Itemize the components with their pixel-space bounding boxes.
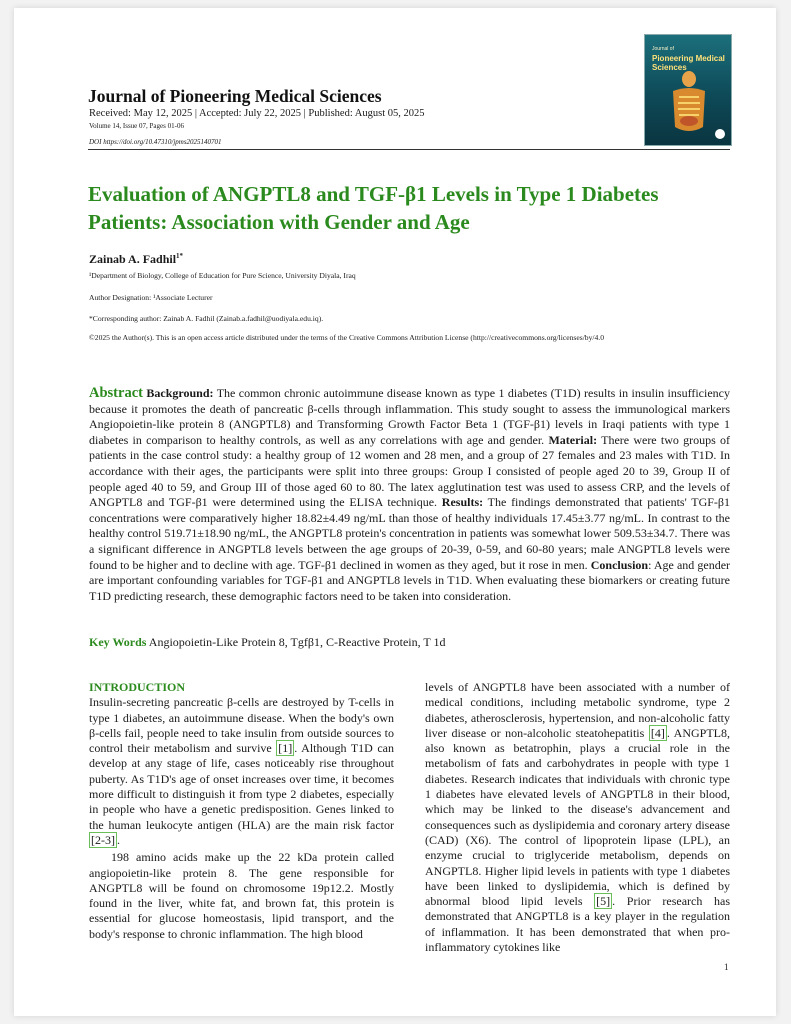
material-label: Material: [548,432,598,447]
author-affiliation: ¹Department of Biology, College of Education for Pure Science, University Diyala, Iraq [89,271,356,280]
results-text: The findings demonstrated that patients' TGF-β1 concentrations were comparatively higher 18.82±4.49 ng/mL than those of healthy individuals 17.45±3.77 ng/mL. In contrast to the healthy control 519.71±18.90 ng/mL, the ANGPTL8 protein's concentration in patients was somewhat lower 509.53±34.7. There was a significant difference in ANGPTL8 levels between the age groups of 20-39, 0-59, and 60-80 years; male ANGPTL8 levels were found to be higher and to decline with age. TGF-β1 declined in women as they aged, but it rose in men. [89,495,731,572]
corresponding-author: *Corresponding author: Zainab A. Fadhil (Zainab.a.fadhil@uodiyala.edu.iq). [89,314,324,323]
paper-page [14,8,776,1016]
page-number: 1 [724,962,729,972]
abstract-heading: Abstract [89,385,143,401]
background-label: Background: [146,386,214,400]
conclusion-label: Conclusion [590,557,649,572]
introduction-heading: INTRODUCTION [89,680,186,694]
journal-title: Journal of Pioneering Medical Sciences [88,86,382,106]
anatomy-figure-icon [659,69,719,139]
license-notice: ©2025 the Author(s). This is an open access article distributed under the terms of the Creative Commons Attribution License (http://creativecommons.org/licenses/by/4.0 [89,333,605,342]
intro-paragraph-1: Insulin-secreting pancreatic β-cells are destroyed by T-cells in type 1 diabetes, an autoimmune disease. When the body's own β-cells fail, people need to take insulin from outside sources to control their metabolism and survive [1] . Although T1D can develop at any stage of life, cases noticeably rise throughout puberty. As T1D's age of onset increases over time, it becomes more difficult to distinguish it from type 2 diabetes, especially in people who have a genetic predisposition. Genes linked to the human leukocyte antigen (HLA) are the main risk factor [2-3] . [89,695,394,847]
cover-title: Journal of Pioneering Medical Sciences [652,46,725,72]
material-text: There were two groups of patients in the case control study: a healthy group of 12 women and 28 men, and a group of 27 females and 23 males with T1D. In accordance with their ages, the participants were split into three groups: Group I consisted of people aged 20 to 39, Group II of people aged 40 to 59, and Group III of those aged 60 to 80. The latex agglutination test was used to assess CRP, and the levels of ANGPTL8 and TGF-β1 were determined using the ELISA technique. [89,432,731,510]
keywords-text: Angiopoietin-Like Protein 8, Tgfβ1, C-Reactive Protein, T 1d [148,635,446,649]
keywords-label: Key Words [89,635,147,649]
intro-paragraph-2: 198 amino acids make up the 22 kDa protein called angiopoietin-like protein 8. The gene responsible for ANGPTL8 will be found on chromosome 19p12.2. Mostly found in the liver, white fat, and brown fat, this protein is essential for glucose homeostasis, lipid transport, and the body's response to chronic inflammation. The high blood [89,850,394,941]
header-divider [88,149,730,150]
citation-link[interactable]: [5] [596,894,611,909]
body-column-left [89,680,394,942]
doi-link[interactable]: DOI https://doi.org/10.47310/jpms2025140701 [89,138,222,146]
abstract [89,386,730,604]
conclusion-text: : Age and gender are important confounding variables for TGF-β1 and ANGPTL8 levels in T1D. When evaluating these biomarkers or creating future T1D predicting research, these demographic factors need to be taken into consideration. [89,557,731,603]
results-label: Results: [441,495,484,510]
intro-paragraph-3: levels of ANGPTL8 have been associated with a number of medical conditions, including metabolic syndrome, type 2 diabetes, atherosclerosis, hypertension, and non-alcoholic fatty liver disease or non-alcoholic steatohepatitis [4] . ANGPTL8, also known as betatrophin, plays a crucial role in the metabolism of fats and carbohydrates in people with type 1 diabetes. Research indicates that individuals with chronic type 1 diabetes have elevated levels of ANGPTL8 in their blood, which may be linked to the disease's advancement and consequences such as dyslipidemia and coronary artery disease (CAD) (X6). The control of lipoprotein lipase (LPL), an enzyme crucial to triglyceride metabolism, depends on ANGPTL8. Higher lipid levels in patients with type 1 diabetes have been linked to dyslipidemia, which is defined by abnormal blood lipid levels [5] . Prior research has demonstrated that ANGPTL8 is a key player in the regulation of inflammation. It has been demonstrated that when pro-inflammatory cytokines like [425,680,731,955]
article-title: Evaluation of ANGPTL8 and TGF-β1 Levels in Type 1 Diabetes Patients: Association with Gender and Age [88,182,659,234]
author-name: Zainab A. Fadhil$^{1*}$ [89,252,184,266]
author-designation: Author Designation: ¹Associate Lecturer [89,293,213,302]
citation-link[interactable]: [4] [650,725,665,740]
body-column-right [425,680,730,955]
citation-link[interactable]: [1] [278,741,293,756]
publication-dates: Received: May 12, 2025 | Accepted: July 22, 2025 | Published: August 05, 2025 [89,108,425,119]
keywords [89,635,446,650]
citation-link[interactable]: [2-3] [91,832,115,847]
volume-info: Volume 14, Issue 07, Pages 01-06 [89,122,184,130]
journal-cover-image [644,34,732,146]
cover-logo-icon [715,129,725,139]
background-text: The common chronic autoimmune disease known as type 1 diabetes (T1D) results in insulin insufficiency because it promotes the death of pancreatic β-cells through inflammation. This study sought to assess the immunological markers Angiopoietin-like protein 8 (ANGPTL8) and Transforming Growth Factor Beta 1 (TGF-β1) levels in Iraqi patients with type 1 diabetes in comparison to healthy controls, as well as any correlations with age and gender. [89,386,730,447]
